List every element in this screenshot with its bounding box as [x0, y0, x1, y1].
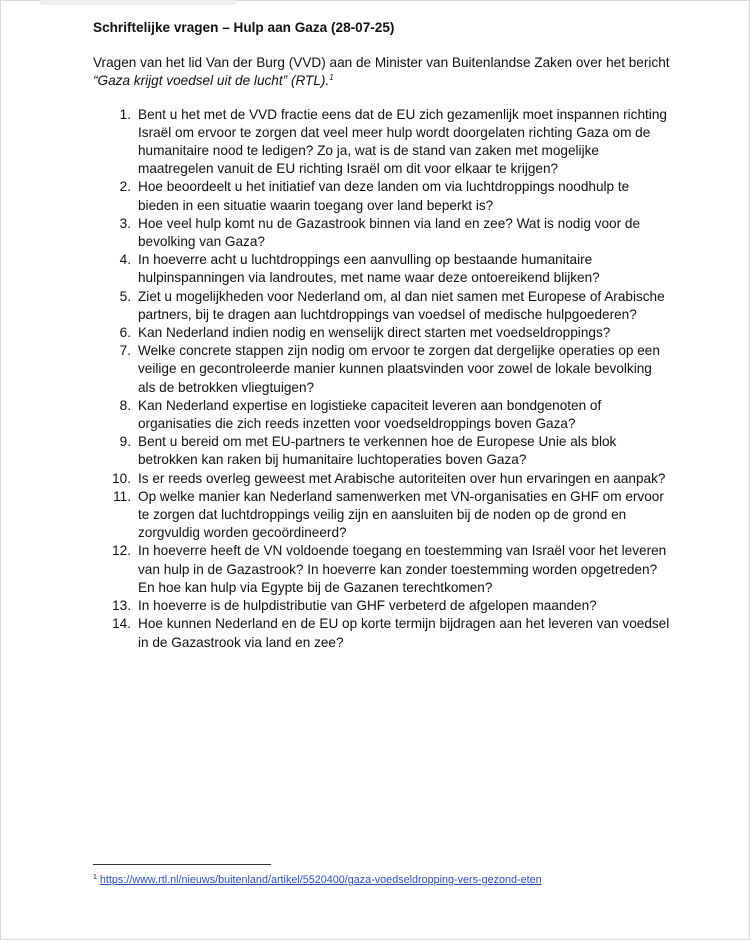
- question-item: [112, 542, 673, 597]
- question-text: In hoeverre acht u luchtdroppings een aanvulling op bestaande humanitaire hulpinspanningen via landroutes, met name waar deze ontoereikend blijken?: [138, 252, 600, 286]
- footnote-divider: [93, 864, 271, 865]
- footnote: [93, 873, 542, 887]
- question-text: Hoe beoordeelt u het initiatief van deze landen om via luchtdroppings noodhulp te bieden in een situatie waarin toegang over land beperkt is?: [138, 179, 630, 213]
- question-item: [119, 397, 673, 433]
- question-number: 1.: [119, 106, 131, 122]
- question-text: Kan Nederland indien nodig en wenselijk direct starten met voedseldroppings?: [138, 325, 611, 341]
- question-item: [119, 342, 673, 397]
- question-number: 4.: [119, 252, 131, 268]
- question-number: 3.: [119, 215, 131, 231]
- question-number: 6.: [119, 325, 131, 341]
- document-title: Schriftelijke vragen – Hulp aan Gaza (28-07-25): [93, 20, 395, 35]
- question-item: [119, 324, 673, 342]
- question-number: 11.: [113, 488, 131, 504]
- top-tab-decoration: [40, 0, 236, 5]
- question-text: Hoe veel hulp komt nu de Gazastrook binnen via land en zee? Wat is nodig voor de bevolking van Gaza?: [138, 215, 641, 250]
- question-item: [113, 488, 673, 543]
- question-text: Welke concrete stappen zijn nodig om ervoor te zorgen dat dergelijke operaties op een veilige en gecontroleerde manier kunnen plaatsvinden voor zowel de lokale bevolking als de betrokken vliegtuigen?: [138, 343, 660, 395]
- question-item: [119, 433, 673, 469]
- question-number: 7.: [119, 343, 131, 359]
- intro-quote: “Gaza krijgt voedsel uit de lucht” (RTL).: [93, 73, 330, 89]
- question-text: Bent u bereid om met EU-partners te verkennen hoe de Europese Unie als blok betrokken kan raken bij humanitaire luchtoperaties boven Gaza?: [138, 434, 617, 468]
- question-number: 12.: [112, 543, 131, 559]
- question-text: In hoeverre is de hulpdistributie van GHF verbeterd de afgelopen maanden?: [138, 598, 597, 614]
- questions-list: [93, 106, 673, 652]
- question-number: 2.: [119, 179, 131, 195]
- footnote-link[interactable]: https://www.rtl.nl/nieuws/buitenland/artikel/5520400/gaza-voedseldropping-vers-gezond-eten: [99, 874, 542, 886]
- question-text: Bent u het met de VVD fractie eens dat de EU zich gezamenlijk moet inspannen richting Israël om ervoor te zorgen dat veel meer hulp wordt doorgelaten richting Gaza om de humanitaire nood te ledigen? Zo ja, wat is de stand van zaken met mogelijke maatregelen vanuit de EU richting Israël om dit voor elkaar te krijgen?: [138, 106, 667, 177]
- question-item: [112, 470, 673, 488]
- question-item: [119, 251, 673, 287]
- question-number: 14.: [112, 616, 131, 632]
- question-item: [119, 215, 673, 251]
- document-body: [93, 19, 673, 652]
- intro-footnote-ref[interactable]: 1: [329, 73, 334, 83]
- question-text: Ziet u mogelijkheden voor Nederland om, al dan niet samen met Europese of Arabische partners, bij te dragen aan luchtdroppings van voedsel of medische hulpgoederen?: [138, 288, 665, 322]
- question-text: Kan Nederland expertise en logistieke capaciteit leveren aan bondgenoten of organisaties die zich reeds inzetten voor voedseldroppings boven Gaza?: [138, 397, 602, 432]
- question-number: 5.: [119, 288, 131, 304]
- question-item: [119, 106, 673, 179]
- question-number: 13.: [112, 598, 131, 614]
- footnote-marker: 1: [93, 874, 97, 881]
- intro-paragraph: [93, 54, 673, 90]
- question-item: [112, 615, 673, 651]
- question-text: In hoeverre heeft de VN voldoende toegang en toestemming van Israël voor het leveren van hulp in de Gazastrook? In hoeverre kan zonder toestemming worden opgetreden? En hoe kan hulp via Egypte bij de Gazanen terechtkomen?: [138, 543, 667, 595]
- question-item: [119, 178, 673, 214]
- question-item: [112, 597, 673, 615]
- question-text: Op welke manier kan Nederland samenwerken met VN-organisaties en GHF om ervoor te zorgen dat luchtdroppings veilig zijn en aansluiten bij de noden op de grond en zorgvuldig worden gecoördineerd?: [138, 488, 664, 541]
- question-text: Hoe kunnen Nederland en de EU op korte termijn bijdragen aan het leveren van voedsel in de Gazastrook via land en zee?: [138, 616, 670, 650]
- intro-lead: Vragen van het lid Van der Burg (VVD) aan de Minister van Buitenlandse Zaken over het bericht: [93, 55, 670, 71]
- question-number: 9.: [119, 434, 131, 450]
- question-number: 8.: [119, 397, 131, 413]
- question-number: 10.: [112, 470, 131, 486]
- question-text: Is er reeds overleg geweest met Arabische autoriteiten over hun ervaringen en aanpak?: [138, 470, 666, 486]
- question-item: [119, 288, 673, 324]
